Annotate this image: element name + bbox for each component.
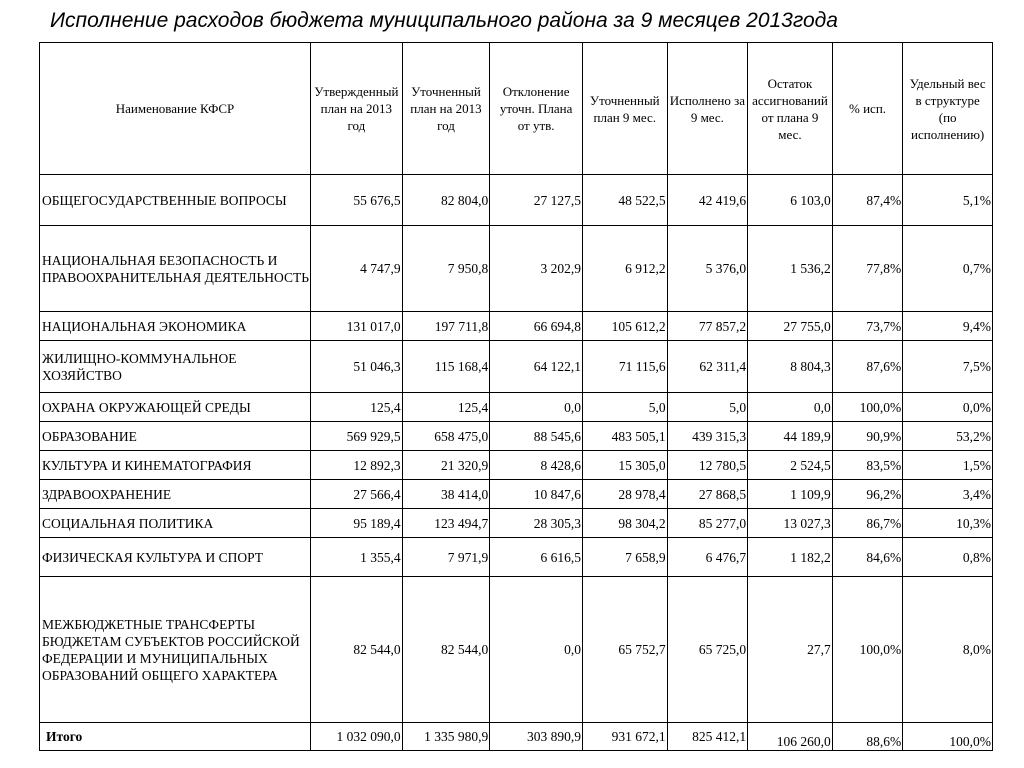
cell-value: 10 847,6 [490, 480, 583, 509]
row-name: ЗДРАВООХРАНЕНИЕ [40, 480, 311, 509]
table-row [40, 480, 993, 509]
cell-value: 1 355,4 [310, 538, 402, 577]
table-row [40, 451, 993, 480]
cell-value: 0,7% [903, 226, 993, 312]
cell-value: 88,6% [832, 723, 903, 751]
column-header: Уточненный план на 2013 год [402, 43, 490, 175]
cell-value: 98 304,2 [582, 509, 667, 538]
cell-value: 0,0 [490, 393, 583, 422]
cell-value: 6 912,2 [582, 226, 667, 312]
column-header: Отклонение уточн. Плана от утв. [490, 43, 583, 175]
column-header: Уточненный план 9 мес. [582, 43, 667, 175]
cell-value: 65 725,0 [667, 577, 748, 723]
cell-value: 73,7% [832, 312, 903, 341]
table-row [40, 341, 993, 393]
cell-value: 95 189,4 [310, 509, 402, 538]
row-name: КУЛЬТУРА И КИНЕМАТОГРАФИЯ [40, 451, 311, 480]
cell-value: 64 122,1 [490, 341, 583, 393]
cell-value: 123 494,7 [402, 509, 490, 538]
cell-value: 125,4 [310, 393, 402, 422]
row-name: НАЦИОНАЛЬНАЯ БЕЗОПАСНОСТЬ И ПРАВООХРАНИТЕЛЬНАЯ ДЕЯТЕЛЬНОСТЬ [40, 226, 311, 312]
cell-value: 2 524,5 [748, 451, 833, 480]
row-name: ФИЗИЧЕСКАЯ КУЛЬТУРА И СПОРТ [40, 538, 311, 577]
cell-value: 62 311,4 [667, 341, 748, 393]
cell-value: 106 260,0 [748, 723, 833, 751]
cell-value: 51 046,3 [310, 341, 402, 393]
cell-value: 71 115,6 [582, 341, 667, 393]
column-header: Удельный вес в структуре (по исполнению) [903, 43, 993, 175]
cell-value: 1 335 980,9 [402, 723, 490, 751]
cell-value: 5,1% [903, 175, 993, 226]
cell-value: 55 676,5 [310, 175, 402, 226]
cell-value: 13 027,3 [748, 509, 833, 538]
cell-value: 6 103,0 [748, 175, 833, 226]
cell-value: 1 182,2 [748, 538, 833, 577]
cell-value: 100,0% [903, 723, 993, 751]
column-header: Остаток ассигнований от плана 9 мес. [748, 43, 833, 175]
cell-value: 125,4 [402, 393, 490, 422]
row-name: ОХРАНА ОКРУЖАЮЩЕЙ СРЕДЫ [40, 393, 311, 422]
row-name: МЕЖБЮДЖЕТНЫЕ ТРАНСФЕРТЫ БЮДЖЕТАМ СУБЪЕКТОВ РОССИЙСКОЙ ФЕДЕРАЦИИ И МУНИЦИПАЛЬНЫХ ОБРАЗОВАНИЙ ОБЩЕГО ХАРАКТЕРА [40, 577, 311, 723]
cell-value: 48 522,5 [582, 175, 667, 226]
cell-value: 0,0% [903, 393, 993, 422]
row-name: СОЦИАЛЬНАЯ ПОЛИТИКА [40, 509, 311, 538]
table-body [40, 175, 993, 751]
cell-value: 10,3% [903, 509, 993, 538]
table-row [40, 312, 993, 341]
cell-value: 197 711,8 [402, 312, 490, 341]
cell-value: 27 127,5 [490, 175, 583, 226]
column-header: % исп. [832, 43, 903, 175]
cell-value: 569 929,5 [310, 422, 402, 451]
row-name: ОБРАЗОВАНИЕ [40, 422, 311, 451]
cell-value: 21 320,9 [402, 451, 490, 480]
row-name: ОБЩЕГОСУДАРСТВЕННЫЕ ВОПРОСЫ [40, 175, 311, 226]
table-row [40, 422, 993, 451]
cell-value: 931 672,1 [582, 723, 667, 751]
cell-value: 84,6% [832, 538, 903, 577]
cell-value: 100,0% [832, 393, 903, 422]
cell-value: 7,5% [903, 341, 993, 393]
cell-value: 7 658,9 [582, 538, 667, 577]
cell-value: 825 412,1 [667, 723, 748, 751]
cell-value: 88 545,6 [490, 422, 583, 451]
cell-value: 303 890,9 [490, 723, 583, 751]
cell-value: 5 376,0 [667, 226, 748, 312]
cell-value: 38 414,0 [402, 480, 490, 509]
cell-value: 83,5% [832, 451, 903, 480]
cell-value: 131 017,0 [310, 312, 402, 341]
cell-value: 6 476,7 [667, 538, 748, 577]
cell-value: 115 168,4 [402, 341, 490, 393]
cell-value: 96,2% [832, 480, 903, 509]
cell-value: 27,7 [748, 577, 833, 723]
cell-value: 7 950,8 [402, 226, 490, 312]
cell-value: 82 544,0 [402, 577, 490, 723]
row-name: НАЦИОНАЛЬНАЯ ЭКОНОМИКА [40, 312, 311, 341]
cell-value: 8 804,3 [748, 341, 833, 393]
table-row [40, 538, 993, 577]
cell-value: 44 189,9 [748, 422, 833, 451]
cell-value: 1 536,2 [748, 226, 833, 312]
cell-value: 4 747,9 [310, 226, 402, 312]
cell-value: 0,0 [490, 577, 583, 723]
header-row [40, 43, 993, 175]
cell-value: 86,7% [832, 509, 903, 538]
cell-value: 3 202,9 [490, 226, 583, 312]
cell-value: 8 428,6 [490, 451, 583, 480]
cell-value: 6 616,5 [490, 538, 583, 577]
row-name: ЖИЛИЩНО-КОММУНАЛЬНОЕ ХОЗЯЙСТВО [40, 341, 311, 393]
page-title: Исполнение расходов бюджета муниципального района за 9 месяцев 2013года [50, 9, 838, 32]
cell-value: 27 868,5 [667, 480, 748, 509]
cell-value: 8,0% [903, 577, 993, 723]
cell-value: 0,8% [903, 538, 993, 577]
cell-value: 82 544,0 [310, 577, 402, 723]
cell-value: 85 277,0 [667, 509, 748, 538]
cell-value: 5,0 [582, 393, 667, 422]
budget-table [39, 42, 993, 751]
cell-value: 439 315,3 [667, 422, 748, 451]
cell-value: 28 305,3 [490, 509, 583, 538]
cell-value: 28 978,4 [582, 480, 667, 509]
cell-value: 65 752,7 [582, 577, 667, 723]
cell-value: 1,5% [903, 451, 993, 480]
cell-value: 105 612,2 [582, 312, 667, 341]
cell-value: 77,8% [832, 226, 903, 312]
total-row [40, 723, 993, 751]
cell-value: 66 694,8 [490, 312, 583, 341]
cell-value: 82 804,0 [402, 175, 490, 226]
cell-value: 77 857,2 [667, 312, 748, 341]
cell-value: 15 305,0 [582, 451, 667, 480]
cell-value: 5,0 [667, 393, 748, 422]
cell-value: 483 505,1 [582, 422, 667, 451]
cell-value: 53,2% [903, 422, 993, 451]
cell-value: 1 109,9 [748, 480, 833, 509]
column-header: Утвержденный план на 2013 год [310, 43, 402, 175]
table-row [40, 577, 993, 723]
cell-value: 42 419,6 [667, 175, 748, 226]
cell-value: 100,0% [832, 577, 903, 723]
cell-value: 27 566,4 [310, 480, 402, 509]
cell-value: 658 475,0 [402, 422, 490, 451]
cell-value: 12 892,3 [310, 451, 402, 480]
cell-value: 27 755,0 [748, 312, 833, 341]
table-row [40, 175, 993, 226]
table-row [40, 393, 993, 422]
total-label: Итого [40, 723, 311, 751]
cell-value: 12 780,5 [667, 451, 748, 480]
cell-value: 90,9% [832, 422, 903, 451]
cell-value: 3,4% [903, 480, 993, 509]
cell-value: 1 032 090,0 [310, 723, 402, 751]
table-row [40, 226, 993, 312]
cell-value: 7 971,9 [402, 538, 490, 577]
cell-value: 87,6% [832, 341, 903, 393]
cell-value: 87,4% [832, 175, 903, 226]
column-header: Наименование КФСР [40, 43, 311, 175]
table-row [40, 509, 993, 538]
cell-value: 9,4% [903, 312, 993, 341]
column-header: Исполнено за 9 мес. [667, 43, 748, 175]
cell-value: 0,0 [748, 393, 833, 422]
